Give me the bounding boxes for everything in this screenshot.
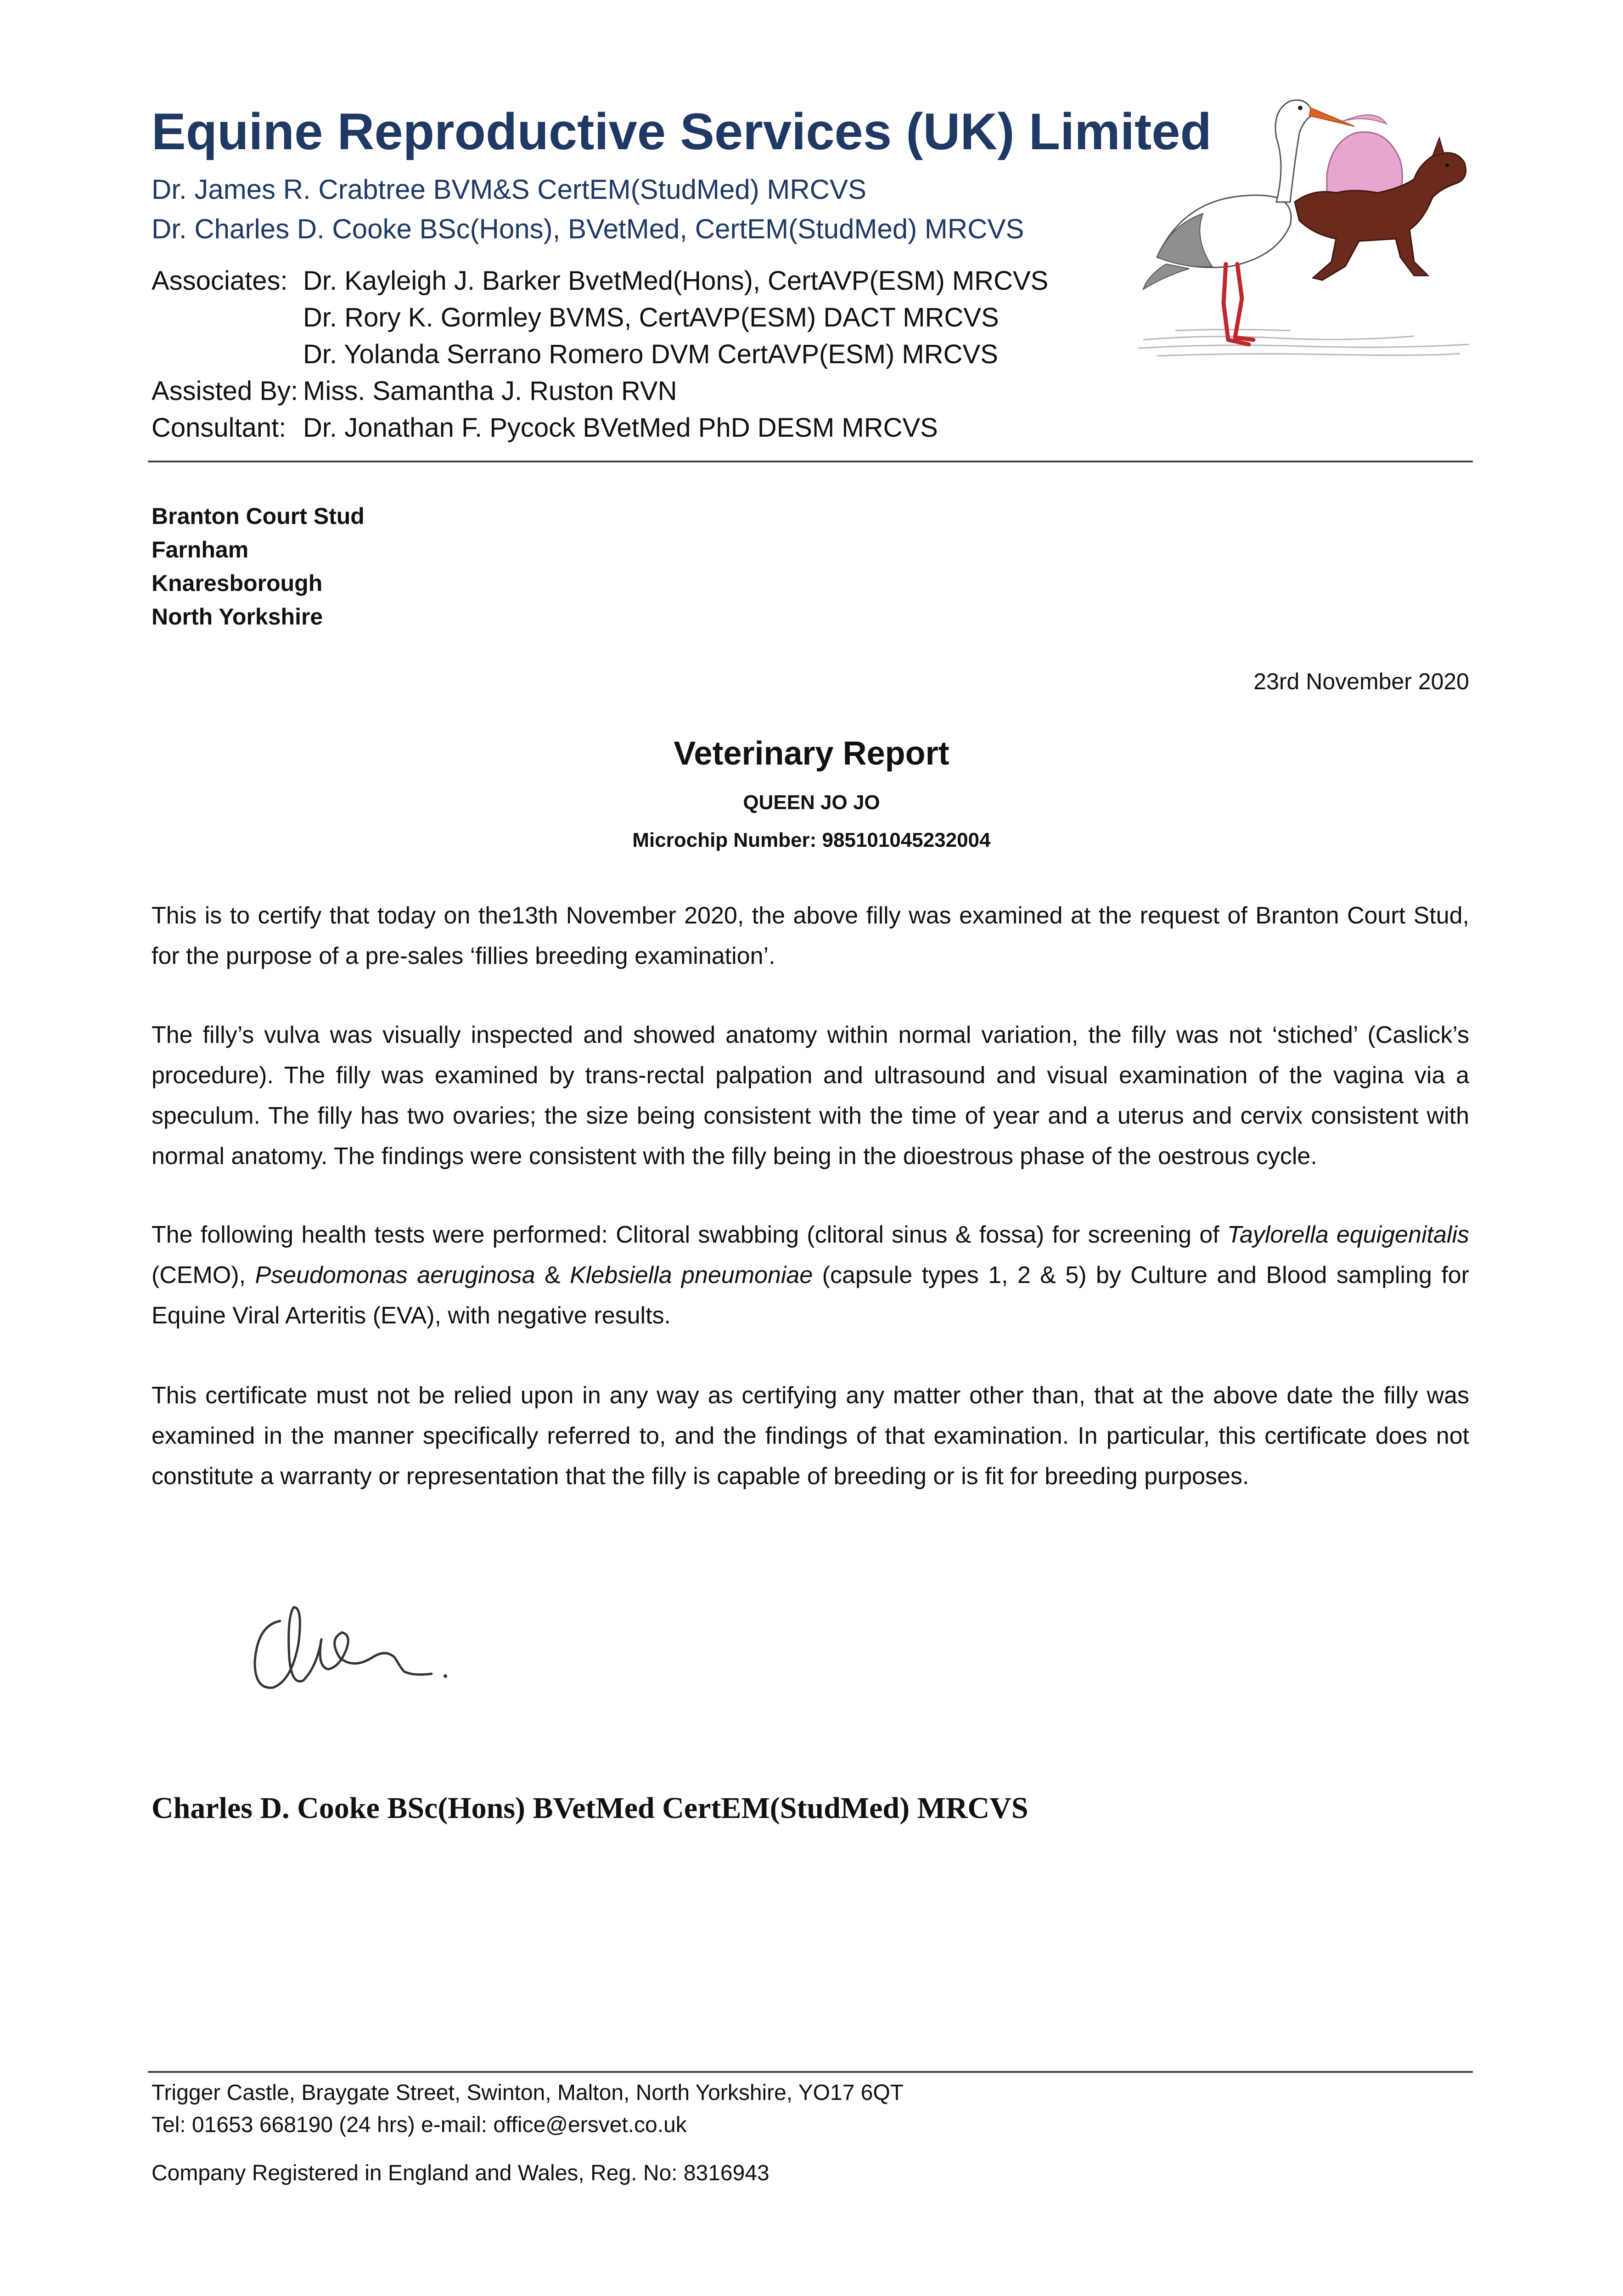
organism-taylorella: Taylorella equigenitalis <box>1227 1221 1469 1248</box>
principal-vet-2: Dr. Charles D. Cooke BSc(Hons), BVetMed, CertEM(StudMed) MRCVS <box>152 214 1024 244</box>
handwritten-signature <box>248 1589 468 1708</box>
principal-vet-1: Dr. James R. Crabtree BVM&S CertEM(StudMed) MRCVS <box>152 174 867 205</box>
certification-paragraph: This is to certify that today on the13th November 2020, the above filly was examined at the request of Branton Court Stud, for the purpose of a pre-sales ‘fillies breeding examination’. <box>152 902 1469 969</box>
footer-divider <box>148 2071 1473 2073</box>
footer-address: Trigger Castle, Braygate Street, Swinton, Malton, North Yorkshire, YO17 6QT <box>152 2081 904 2105</box>
assisted-by-label: Assisted By: <box>152 376 298 406</box>
horse-name: QUEEN JO JO <box>743 791 880 814</box>
company-name: Equine Reproductive Services (UK) Limited <box>152 103 1212 160</box>
associate-3: Dr. Yolanda Serrano Romero DVM CertAVP(ESM) MRCVS <box>303 339 998 369</box>
health-tests-text: & <box>535 1262 570 1289</box>
disclaimer-paragraph: This certificate must not be relied upon in any way as certifying any matter other than, that at the above date the filly was examined in the manner specifically referred to, and the findings of that examination. In particular, this certificate does not constitute a warranty or representation that the filly is capable of breeding or is fit for breeding purposes. <box>152 1382 1469 1490</box>
recipient-line-1: Branton Court Stud <box>152 503 365 529</box>
stork-carrying-foal-icon <box>1139 83 1478 363</box>
microchip-number: Microchip Number: 985101045232004 <box>632 829 991 851</box>
footer-registration: Company Registered in England and Wales, Reg. No: 8316943 <box>152 2161 769 2185</box>
header-divider <box>148 461 1473 462</box>
examination-paragraph: The filly’s vulva was visually inspected and showed anatomy within normal variation, the filly was not ‘stiched’ (Caslick’s procedure). The filly was examined by trans-rectal palpation and ultrasound and visual examination of the vagina via a speculum. The filly has two ovaries; the size being consistent with the time of year and a uterus and cervix consistent with normal anatomy. The findings were consistent with the filly being in the dioestrous phase of the oestrous cycle. <box>152 1022 1469 1170</box>
letter-date: 23rd November 2020 <box>1253 669 1469 694</box>
associates-label: Associates: <box>152 266 288 296</box>
organism-pseudomonas: Pseudomonas aeruginosa <box>255 1262 535 1289</box>
health-tests-text: (CEMO), <box>152 1262 255 1289</box>
organism-klebsiella: Klebsiella pneumoniae <box>570 1262 813 1289</box>
assisted-by-name: Miss. Samantha J. Ruston RVN <box>303 376 677 406</box>
recipient-line-4: North Yorkshire <box>152 604 323 630</box>
signatory-name: Charles D. Cooke BSc(Hons) BVetMed CertEM(StudMed) MRCVS <box>152 1791 1028 1825</box>
health-tests-text: The following health tests were performed: Clitoral swabbing (clitoral sinus & fossa) for screening of <box>152 1221 1227 1248</box>
footer-contact: Tel: 01653 668190 (24 hrs) e-mail: office@ersvet.co.uk <box>152 2113 687 2137</box>
health-tests-paragraph <box>152 1215 1469 1336</box>
associate-2: Dr. Rory K. Gormley BVMS, CertAVP(ESM) DACT MRCVS <box>303 303 999 332</box>
recipient-line-3: Knaresborough <box>152 570 323 596</box>
consultant-label: Consultant: <box>152 413 286 443</box>
recipient-line-2: Farnham <box>152 537 249 563</box>
consultant-name: Dr. Jonathan F. Pycock BVetMed PhD DESM MRCVS <box>303 413 938 443</box>
associate-1: Dr. Kayleigh J. Barker BvetMed(Hons), CertAVP(ESM) MRCVS <box>303 266 1049 296</box>
health-tests-text: (capsule types 1, 2 & 5) by Culture and Blood sampling for Equine Viral Arteritis (EVA), with negative results. <box>152 1262 1469 1329</box>
report-title: Veterinary Report <box>674 735 949 772</box>
